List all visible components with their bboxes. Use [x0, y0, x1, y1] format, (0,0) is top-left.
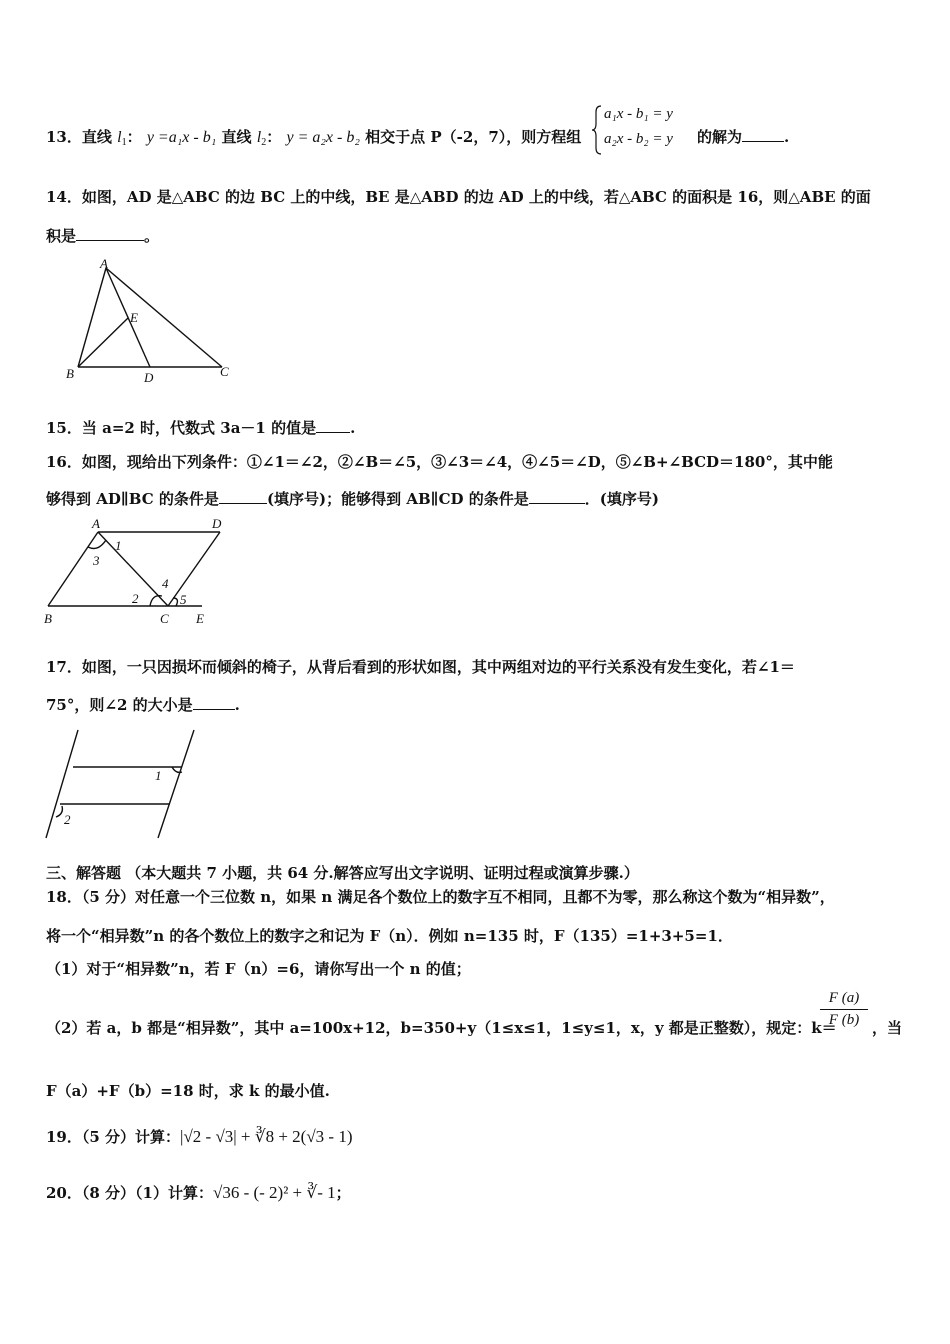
section-3-heading: 三、解答题 （本大题共 7 小题，共 64 分.解答应写出文字说明、证明过程或演算步骤.） [46, 864, 639, 882]
question-17-line1: 17．如图，一只因损坏而倾斜的椅子，从背后看到的形状如图，其中两组对边的平行关系没有发生变化，若∠1＝ [46, 658, 795, 676]
angle-label-5: 5 [180, 592, 187, 607]
figure-triangle-abc [60, 256, 240, 386]
label-b: B [44, 611, 52, 626]
figure-parallelogram [40, 516, 240, 630]
question-15: 15．当 a=2 时，代数式 3a－1 的值是 . [46, 419, 356, 437]
answer-blank[interactable] [193, 697, 235, 710]
question-16-line2: 够得到 AD∥BC 的条件是 (填序号)；能够得到 AB∥CD 的条件是 ．(填序号) [46, 490, 659, 508]
figure-chair [42, 724, 202, 842]
angle-label-1: 1 [115, 538, 122, 553]
q20-expression: √36 - (- 2)² + ∛- 1 [212, 1183, 336, 1202]
label-d: D [212, 516, 222, 531]
label-d: D [144, 370, 154, 385]
angle-label-1: 1 [155, 768, 162, 783]
label-e: E [196, 611, 204, 626]
line-l1-equation: y =a₁x - b₁ [146, 129, 217, 146]
label-a: A [92, 516, 100, 531]
answer-blank[interactable] [76, 228, 144, 241]
fraction-k: F (a) F (b) [820, 990, 868, 1029]
question-18-line1: 18．（5 分）对任意一个三位数 n，如果 n 满足各个数位上的数字互不相同，且都不为零，那么称这个数为“相异数”， [46, 888, 835, 906]
line-l2-equation: y = a₂x - b₂ [286, 129, 360, 146]
angle-label-4: 4 [162, 576, 169, 591]
question-18-part2: （2）若 a，b 都是“相异数”，其中 a=100x+12，b=350+y（1≤x≤1，1≤y≤1，x，y 都是正整数），规定：k＝ [46, 1019, 837, 1037]
question-13: 13．直线 $l_1$： y =a₁x - b₁ 直线 $l_2$： y = a₂x - b₂ 相交于点 P（-2，7），则方程组 [46, 128, 582, 148]
question-18-part1: （1）对于“相异数”n，若 F（n）=6，请你写出一个 n 的值； [46, 960, 471, 978]
label-c: C [220, 364, 229, 379]
question-18-line2: 将一个“相异数”n 的各个数位上的数字之和记为 F（n）．例如 n=135 时，F（135）=1+3+5=1． [46, 927, 733, 945]
question-19: 19．（5 分）计算：|√2 - √3| + ∛8 + 2(√3 - 1) [46, 1127, 353, 1146]
label-b: B [66, 366, 74, 381]
label-e: E [130, 310, 138, 325]
question-16-line1: 16．如图，现给出下列条件：①∠1＝∠2，②∠B＝∠5，③∠3＝∠4，④∠5＝∠D，⑤∠B+∠BCD＝180°，其中能 [46, 453, 833, 471]
question-13-end: 的解为 . [697, 128, 790, 146]
question-17-line2: 75°，则∠2 的大小是 . [46, 696, 240, 714]
question-20: 20．（8 分）（1）计算：√36 - (- 2)² + ∛- 1； [46, 1183, 351, 1202]
label-a: A [100, 256, 108, 271]
question-14-line2: 积是 。 [46, 227, 160, 245]
answer-blank[interactable] [316, 420, 350, 433]
question-14-line1: 14．如图，AD 是△ABC 的边 BC 上的中线，BE 是△ABD 的边 AD 上的中线，若△ABC 的面积是 16，则△ABE 的面 [46, 188, 871, 206]
angle-label-2: 2 [132, 591, 139, 606]
question-18-line5: F（a）+F（b）=18 时，求 k 的最小值. [46, 1082, 330, 1100]
answer-blank-1[interactable] [219, 491, 267, 504]
answer-blank[interactable] [742, 129, 784, 142]
label-c: C [160, 611, 169, 626]
answer-blank-2[interactable] [529, 491, 585, 504]
question-18-part2-end: ，当 [872, 1019, 903, 1037]
angle-label-3: 3 [93, 553, 100, 568]
q19-expression: |√2 - √3| + ∛8 + 2(√3 - 1) [180, 1127, 353, 1146]
angle-label-2: 2 [64, 812, 71, 827]
